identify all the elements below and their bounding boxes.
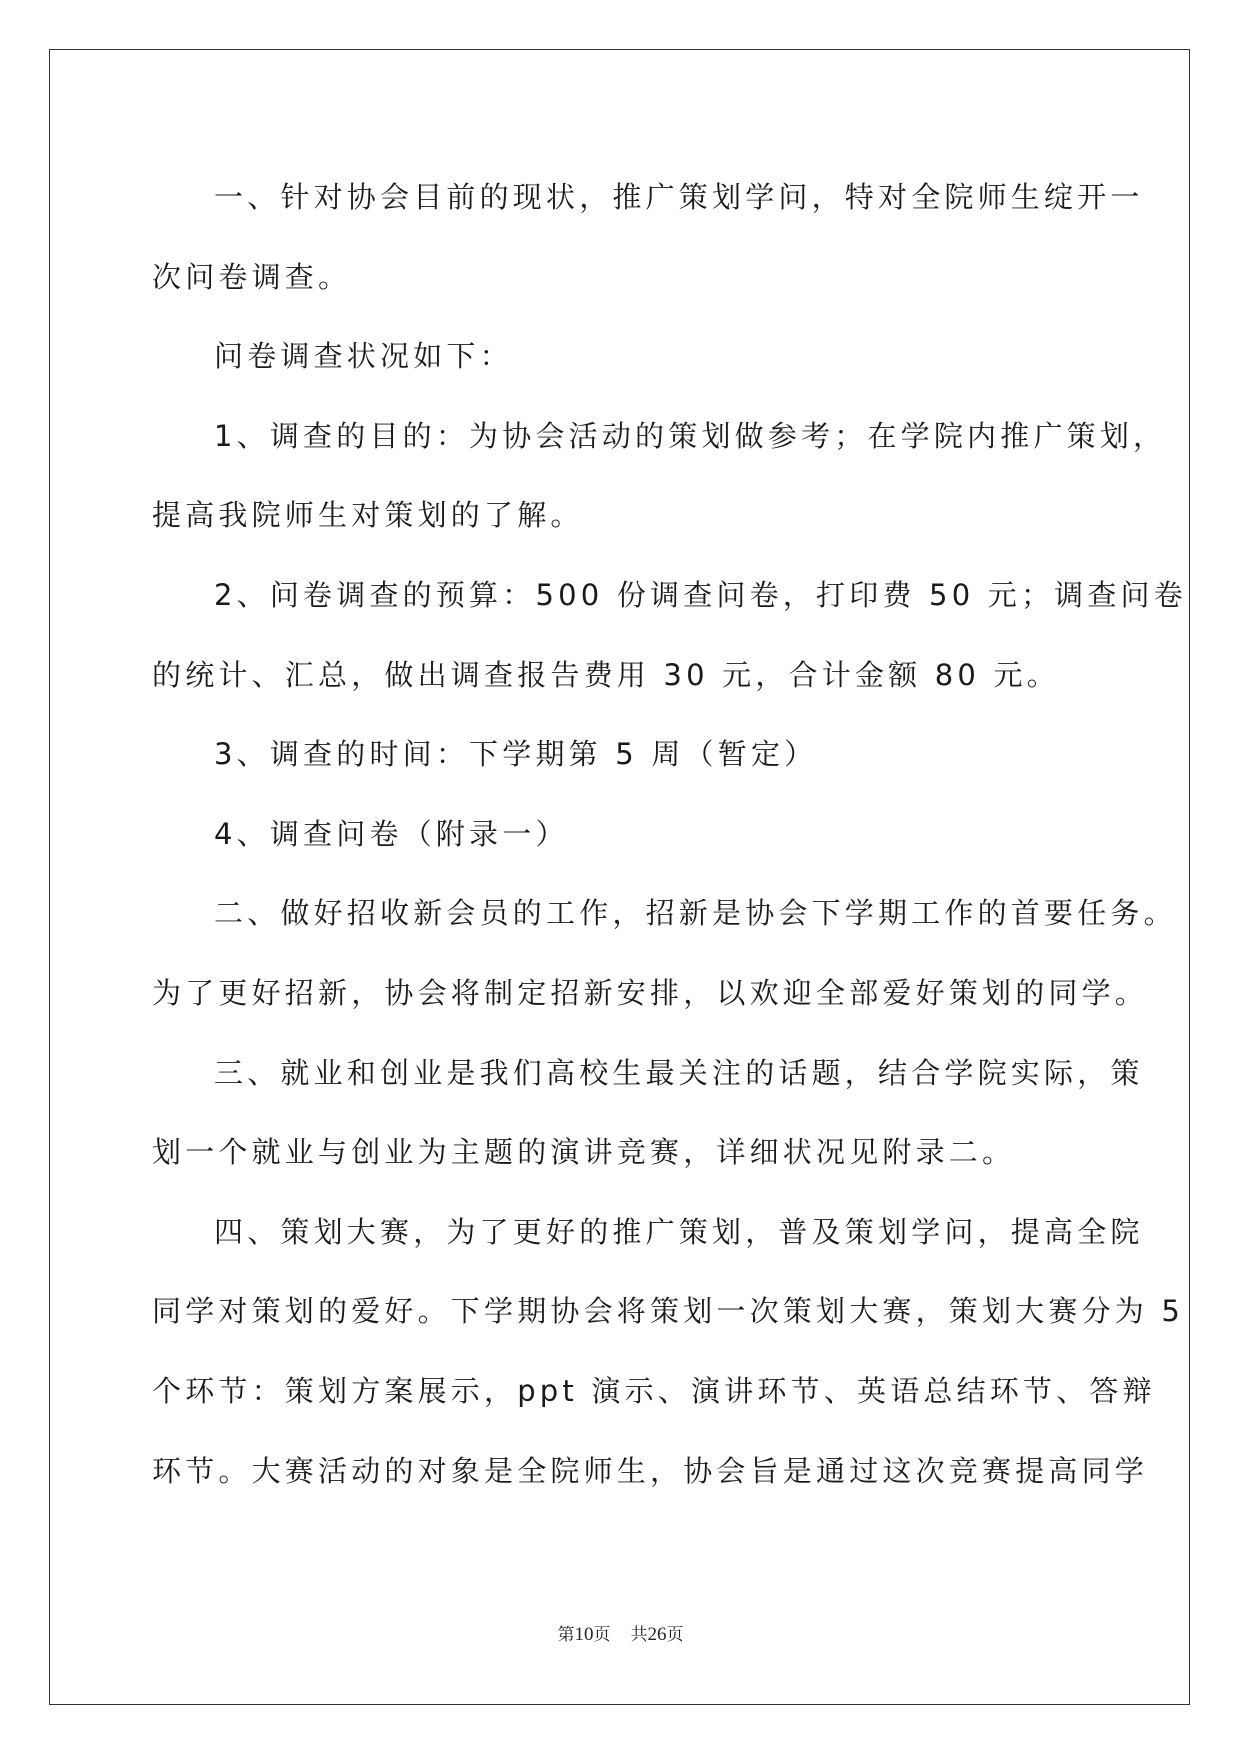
text-line: 个环节：策划方案展示，ppt 演示、演讲环节、英语总结环节、答辩 [152, 1373, 1156, 1408]
text-line: 为了更好招新，协会将制定招新安排，以欢迎全部爱好策划的同学。 [152, 975, 1149, 1010]
page-prefix: 第 [557, 1625, 575, 1645]
text-line: 提高我院师生对策划的了解。 [152, 498, 584, 533]
page-number-total: 26 [647, 1624, 667, 1645]
paragraph-section-3 [152, 1034, 1144, 1193]
text-line: 二、做好招收新会员的工作，招新是协会下学期工作的首要任务。 [214, 896, 1177, 931]
text-line: 问卷调查状况如下： [214, 339, 513, 374]
page-number-current: 10 [574, 1624, 594, 1645]
text-line: 三、就业和创业是我们高校生最关注的话题，结合学院实际，策 [214, 1055, 1144, 1090]
text-line: 4、调查问卷（附录一） [214, 816, 569, 851]
text-line: 四、策划大赛，为了更好的推广策划，普及策划学问，提高全院 [214, 1214, 1144, 1249]
paragraph-survey-appendix [152, 795, 1092, 875]
total-prefix: 共 [630, 1625, 648, 1645]
total-suffix: 页 [666, 1625, 684, 1645]
paragraph-survey-budget [152, 556, 1187, 715]
page-footer [0, 1620, 1241, 1646]
text-line: 2、问卷调查的预算：500 份调查问卷，打印费 50 元；调查问卷 [214, 577, 1187, 612]
text-line: 环节。大赛活动的对象是全院师生，协会旨是通过这次竞赛提高同学 [152, 1453, 1149, 1488]
paragraph-survey-time [152, 715, 1092, 795]
paragraph-survey-intro [152, 317, 1092, 397]
paragraph-section-1 [152, 158, 1144, 317]
paragraph-section-2 [152, 874, 1177, 1033]
document-body [152, 158, 1187, 1511]
text-line: 1、调查的目的：为协会活动的策划做参考；在学院内推广策划， [214, 418, 1167, 453]
text-line: 3、调查的时间：下学期第 5 周（暂定） [214, 737, 818, 772]
page-suffix: 页 [593, 1625, 611, 1645]
paragraph-section-4 [152, 1193, 1185, 1511]
paragraph-survey-purpose [152, 397, 1167, 556]
text-line: 的统计、汇总，做出调查报告费用 30 元，合计金额 80 元。 [152, 657, 1060, 692]
text-line: 一、针对协会目前的现状，推广策划学问，特对全院师生绽开一 [214, 180, 1144, 214]
text-line: 同学对策划的爱好。下学期协会将策划一次策划大赛，策划大赛分为 5 [152, 1294, 1185, 1329]
text-line: 次问卷调查。 [152, 259, 352, 294]
text-line: 划一个就业与创业为主题的演讲竞赛，详细状况见附录二。 [152, 1135, 1016, 1170]
